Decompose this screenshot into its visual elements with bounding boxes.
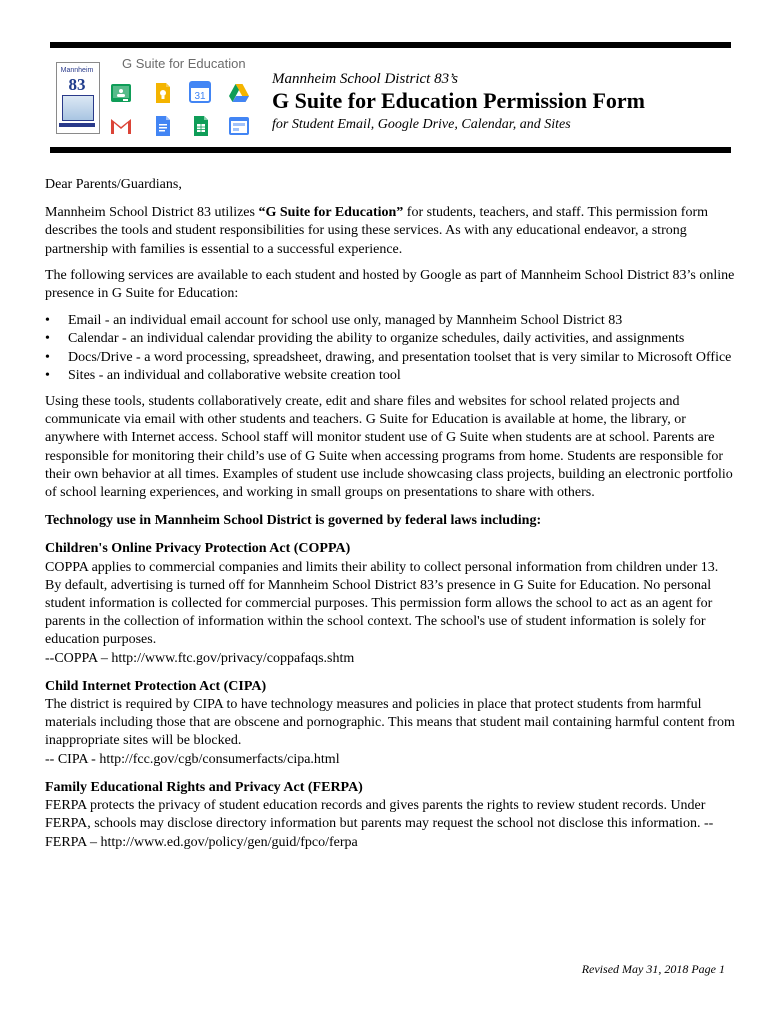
laws-heading: Technology use in Mannheim School District is governed by federal laws including:: [45, 513, 542, 529]
bullet: •: [45, 331, 50, 347]
gsuite-title: G Suite for Education: [122, 56, 246, 71]
intro-text-before: Mannheim School District 83 utilizes: [45, 205, 259, 221]
logo-top-text: Mannheim: [60, 67, 94, 74]
ferpa-text: FERPA protects the privacy of student education records and gives parents the rights to review student records. Under FERPA, schools may disclose directory information but parents may request the school not disclose this information. --FERPA – http://www.ed.gov/policy/gen/guid/fpco/ferpa: [45, 798, 714, 850]
form-subtitle: for Student Email, Google Drive, Calendar, and Sites: [272, 117, 571, 132]
salutation: Dear Parents/Guardians,: [45, 177, 182, 192]
list-item: [45, 367, 735, 385]
intro-gsuite-bold: “G Suite for Education”: [258, 205, 404, 221]
drive-icon: [228, 83, 250, 105]
service-text: Calendar - an individual calendar providing the ability to organize schedules, daily activities, and assignments: [68, 331, 685, 347]
list-item: [45, 330, 735, 348]
sites-icon: [228, 115, 250, 137]
sheets-icon: [190, 115, 212, 137]
docs-icon: [152, 115, 174, 137]
logo-footer-band: [59, 123, 95, 127]
bullet: •: [45, 313, 50, 329]
keep-icon: [152, 82, 174, 104]
district-logo: [56, 62, 100, 134]
bottom-rule: [50, 147, 731, 153]
service-text: Sites - an individual and collaborative website creation tool: [68, 367, 401, 383]
form-title: G Suite for Education Permission Form: [272, 88, 645, 113]
services-list: [45, 312, 735, 385]
list-item: [45, 349, 735, 367]
logo-number: 83: [68, 75, 86, 94]
calendar-icon: [189, 81, 211, 103]
coppa-link: --COPPA – http://www.ftc.gov/privacy/coppafaqs.shtm: [45, 650, 355, 666]
letter-body: [45, 176, 735, 852]
page-footer: Revised May 31, 2018 Page 1: [581, 962, 725, 976]
coppa-text: COPPA applies to commercial companies and limits their ability to collect personal information from children under 13. By default, advertising is turned off for Mannheim School District 83’s presence in G Suite for Education. No personal student information is collected for commercial purposes. This permission form allows the school to act as an agent for parents in the collection of information within the school context. The school's use of student information is solely for education purposes.: [45, 559, 719, 648]
service-text: Email - an individual email account for school use only, managed by Mannheim School District 83: [68, 313, 623, 329]
bullet: •: [45, 349, 50, 365]
list-item: [45, 312, 735, 330]
intro-text-after: for students, teachers, and staff. This permission form describes the tools and student responsibilities for using these services. As with any educational endeavor, a strong partnership with families is essential to a successful experience.: [45, 205, 708, 257]
cipa-heading: Child Internet Protection Act (CIPA): [45, 678, 267, 694]
cipa-link: -- CIPA - http://fcc.gov/cgb/consumerfacts/cipa.html: [45, 751, 340, 767]
gmail-icon: [110, 115, 132, 137]
classroom-icon: [110, 82, 132, 104]
usage-paragraph: Using these tools, students collaboratively create, edit and share files and websites for school related projects and communicate via email with other students and teachers. G Suite for Education is available at home, the library, or anywhere with Internet access. School staff will monitor student use of G Suite when students are at school. Parents are responsible for monitoring their child’s use of G Suite when accessing programs from home. Students are responsible for their own behavior at all times. Examples of student use include showcasing class projects, building an electronic portfolio of school learning experiences, and working in small groups on presentations to share with others.: [45, 394, 733, 501]
bullet: •: [45, 367, 50, 383]
top-rule: [50, 42, 731, 48]
district-name: Mannheim School District 83’s: [272, 71, 458, 87]
cipa-text: The district is required by CIPA to have technology measures and policies in place that protect students from harmful materials including those that are obscene and pornographic. This means that student mail containing harmful content from inappropriate sites will be blocked.: [45, 697, 735, 749]
coppa-heading: Children's Online Privacy Protection Act (COPPA): [45, 541, 351, 557]
calendar-icon-text: 31: [194, 91, 206, 102]
intro-paragraph: [45, 204, 735, 259]
services-intro: The following services are available to each student and hosted by Google as part of Mannheim School District 83’s online presence in G Suite for Education:: [45, 267, 735, 302]
service-text: Docs/Drive - a word processing, spreadsheet, drawing, and presentation toolset that is very similar to Microsoft Office: [68, 349, 732, 365]
ferpa-heading: Family Educational Rights and Privacy Act (FERPA): [45, 779, 363, 795]
logo-emblem: [62, 95, 94, 121]
